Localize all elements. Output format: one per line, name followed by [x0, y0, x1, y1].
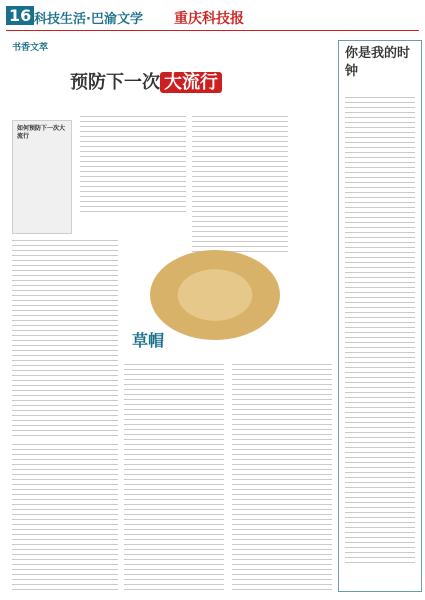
feature-title [70, 68, 222, 94]
sidebar [338, 40, 422, 592]
poem-title: 草帽 [132, 331, 165, 350]
section-title: 科技生活·巴渝文学 [34, 12, 143, 27]
feature-kicker: 书香文萃 [12, 43, 49, 53]
straw-hat-image [150, 250, 280, 340]
paper-title: 重庆科技报 [174, 11, 244, 27]
column-body [345, 93, 415, 563]
article-body [232, 360, 332, 590]
article-body [12, 236, 118, 436]
poem-body [124, 360, 224, 590]
masthead [6, 6, 419, 28]
article-body [192, 112, 288, 252]
book-cover [12, 120, 72, 234]
page-number: 16 [6, 6, 34, 25]
article-body [12, 440, 118, 590]
article-body [80, 112, 186, 212]
column-title: 你是我的时钟 [345, 46, 411, 80]
book-cover-title: 如何预防下一次大流行 [17, 125, 66, 140]
masthead-rule [6, 30, 419, 31]
feature-title-accent: 大流行 [160, 72, 222, 93]
feature-title-main: 预防下一次 [70, 72, 160, 93]
